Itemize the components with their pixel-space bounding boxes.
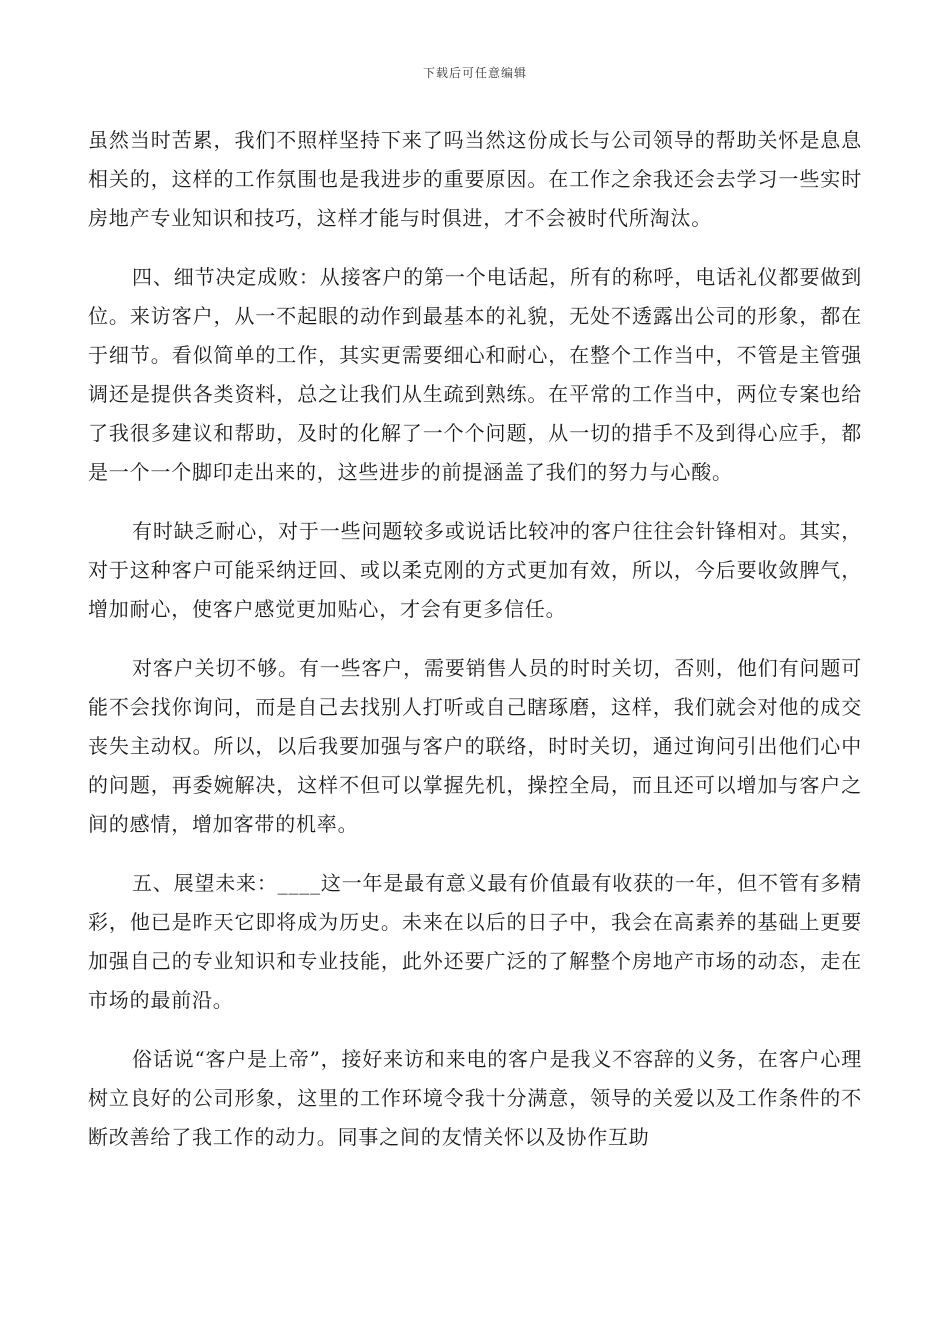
paragraph-section-five: 五、展望未来：____这一年是最有意义最有价值最有收获的一年，但不管有多精彩，他已是昨天它即将成为历史。未来在以后的日子中，我会在高素养的基础上更要加强自己的专业知识和专业技能，此外还要广泛的了解整个房地产市场的动态，走在市场的最前沿。 <box>88 871 862 1012</box>
paragraph-section-four: 四、细节决定成败：从接客户的第一个电话起，所有的称呼，电话礼仪都要做到位。来访客户，从一不起眼的动作到最基本的礼貌，无处不透露出公司的形象，都在于细节。看似简单的工作，其实更需要细心和耐心，在整个工作当中，不管是主管强调还是提供各类资料，总之让我们从生疏到熟练。在平常的工作当中，两位专案也给了我很多建议和帮助，及时的化解了一个个问题，从一切的措手不及到得心应手，都是一个一个脚印走出来的，这些进步的前提涵盖了我们的努力与心酸。 <box>88 265 862 484</box>
paragraph-patience: 有时缺乏耐心，对于一些问题较多或说话比较冲的客户往往会针锋相对。其实，对于这种客户可能采纳迂回、或以柔克刚的方式更加有效，所以，今后要收敛脾气，增加耐心，使客户感觉更加贴心，才会有更多信任。 <box>88 519 862 621</box>
paragraph-customer-is-god: 俗话说“客户是上帝”，接好来访和来电的客户是我义不容辞的义务，在客户心理树立良好的公司形象，这里的工作环境令我十分满意，领导的关爱以及工作条件的不断改善给了我工作的动力。同事之间的友情关怀以及协作互助 <box>88 1047 862 1149</box>
page-header-note: 下载后可任意编辑 <box>422 66 527 80</box>
document-body <box>88 121 862 1177</box>
paragraph-continuation: 虽然当时苦累，我们不照样坚持下来了吗当然这份成长与公司领导的帮助关怀是息息相关的，这样的工作氛围也是我进步的重要原因。在工作之余我还会去学习一些实时房地产专业知识和技巧，这样才能与时俱进，才不会被时代所淘汰。 <box>88 128 862 230</box>
paragraph-customer-care: 对客户关切不够。有一些客户，需要销售人员的时时关切，否则，他们有问题可能不会找你询问，而是自己去找别人打听或自己瞎琢磨，这样，我们就会对他的成交丧失主动权。所以，以后我要加强与客户的联络，时时关切，通过询问引出他们心中的问题，再委婉解决，这样不但可以掌握先机，操控全局，而且还可以增加与客户之间的感情，增加客带的机率。 <box>88 656 862 836</box>
